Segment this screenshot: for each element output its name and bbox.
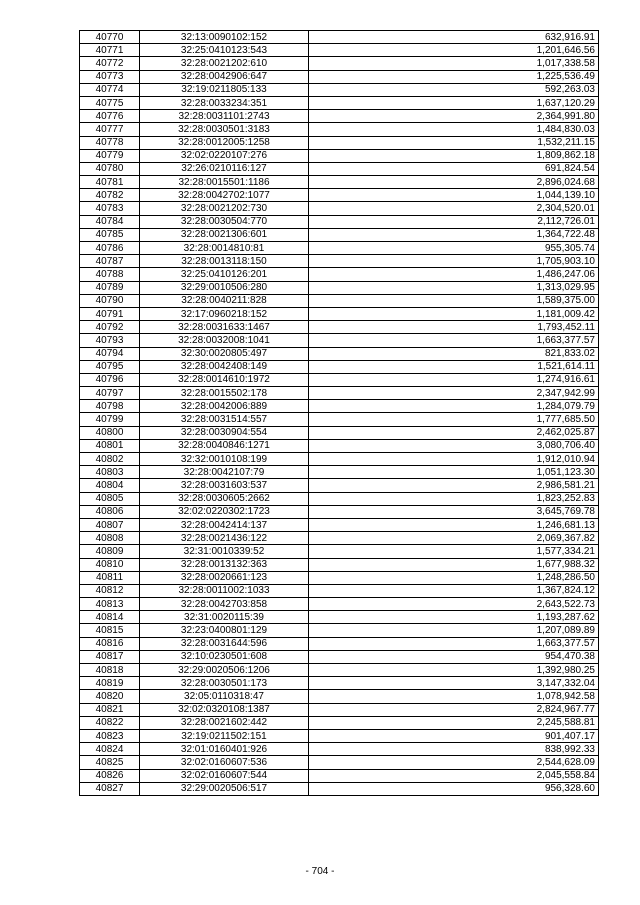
row-number-cell: 40797 <box>80 387 140 400</box>
row-number-cell: 40783 <box>80 202 140 215</box>
row-number-cell: 40818 <box>80 664 140 677</box>
value-cell: 1,705,903.10 <box>309 255 599 268</box>
row-number-cell: 40824 <box>80 743 140 756</box>
row-number-cell: 40791 <box>80 307 140 320</box>
cadastral-number-cell: 32:02:0160607:536 <box>140 756 309 769</box>
table-row <box>80 584 599 597</box>
table-row <box>80 690 599 703</box>
row-number-cell: 40819 <box>80 677 140 690</box>
table-row <box>80 558 599 571</box>
registry-table <box>79 30 599 796</box>
table-row <box>80 729 599 742</box>
value-cell: 1,663,377.57 <box>309 637 599 650</box>
table-row <box>80 149 599 162</box>
table-row <box>80 44 599 57</box>
row-number-cell: 40804 <box>80 479 140 492</box>
row-number-cell: 40786 <box>80 242 140 255</box>
cadastral-number-cell: 32:02:0220302:1723 <box>140 505 309 518</box>
cadastral-number-cell: 32:05:0110318:47 <box>140 690 309 703</box>
value-cell: 2,304,520.01 <box>309 202 599 215</box>
row-number-cell: 40787 <box>80 255 140 268</box>
table-row <box>80 756 599 769</box>
table-row <box>80 162 599 175</box>
cadastral-number-cell: 32:28:0031514:557 <box>140 413 309 426</box>
table-row <box>80 268 599 281</box>
row-number-cell: 40798 <box>80 400 140 413</box>
row-number-cell: 40809 <box>80 545 140 558</box>
cadastral-number-cell: 32:28:0042107:79 <box>140 466 309 479</box>
cadastral-number-cell: 32:28:0031101:2743 <box>140 110 309 123</box>
value-cell: 1,051,123.30 <box>309 466 599 479</box>
row-number-cell: 40803 <box>80 466 140 479</box>
cadastral-number-cell: 32:32:0010108:199 <box>140 453 309 466</box>
value-cell: 821,833.02 <box>309 347 599 360</box>
row-number-cell: 40770 <box>80 31 140 44</box>
row-number-cell: 40807 <box>80 518 140 531</box>
table-row <box>80 387 599 400</box>
row-number-cell: 40796 <box>80 373 140 386</box>
value-cell: 1,589,375.00 <box>309 294 599 307</box>
row-number-cell: 40780 <box>80 162 140 175</box>
table-row <box>80 677 599 690</box>
table-row <box>80 360 599 373</box>
table-row <box>80 96 599 109</box>
table-row <box>80 743 599 756</box>
table-row <box>80 782 599 795</box>
table-row <box>80 70 599 83</box>
cadastral-number-cell: 32:28:0020661:123 <box>140 571 309 584</box>
row-number-cell: 40793 <box>80 334 140 347</box>
cadastral-number-cell: 32:28:0015501:1186 <box>140 176 309 189</box>
table-row <box>80 373 599 386</box>
value-cell: 2,986,581.21 <box>309 479 599 492</box>
cadastral-number-cell: 32:28:0042414:137 <box>140 518 309 531</box>
table-row <box>80 307 599 320</box>
table-row <box>80 57 599 70</box>
table-row <box>80 505 599 518</box>
cadastral-number-cell: 32:28:0040846:1271 <box>140 439 309 452</box>
table-row <box>80 413 599 426</box>
value-cell: 1,201,646.56 <box>309 44 599 57</box>
cadastral-number-cell: 32:01:0160401:926 <box>140 743 309 756</box>
row-number-cell: 40811 <box>80 571 140 584</box>
table-row <box>80 598 599 611</box>
row-number-cell: 40773 <box>80 70 140 83</box>
table-row <box>80 479 599 492</box>
value-cell: 2,245,588.81 <box>309 716 599 729</box>
row-number-cell: 40772 <box>80 57 140 70</box>
row-number-cell: 40789 <box>80 281 140 294</box>
cadastral-number-cell: 32:30:0020805:497 <box>140 347 309 360</box>
table-row <box>80 532 599 545</box>
value-cell: 691,824.54 <box>309 162 599 175</box>
row-number-cell: 40816 <box>80 637 140 650</box>
cadastral-number-cell: 32:31:0010339:52 <box>140 545 309 558</box>
value-cell: 954,470.38 <box>309 650 599 663</box>
row-number-cell: 40810 <box>80 558 140 571</box>
row-number-cell: 40813 <box>80 598 140 611</box>
value-cell: 592,263.03 <box>309 83 599 96</box>
value-cell: 956,328.60 <box>309 782 599 795</box>
table-row <box>80 255 599 268</box>
cadastral-number-cell: 32:17:0960218:152 <box>140 307 309 320</box>
table-row <box>80 571 599 584</box>
table-row <box>80 769 599 782</box>
value-cell: 1,225,536.49 <box>309 70 599 83</box>
table-row <box>80 611 599 624</box>
value-cell: 3,645,769.78 <box>309 505 599 518</box>
row-number-cell: 40774 <box>80 83 140 96</box>
cadastral-number-cell: 32:28:0013118:150 <box>140 255 309 268</box>
value-cell: 1,677,988.32 <box>309 558 599 571</box>
row-number-cell: 40777 <box>80 123 140 136</box>
cadastral-number-cell: 32:28:0030501:173 <box>140 677 309 690</box>
value-cell: 1,809,862.18 <box>309 149 599 162</box>
row-number-cell: 40801 <box>80 439 140 452</box>
table-row <box>80 202 599 215</box>
row-number-cell: 40814 <box>80 611 140 624</box>
page-number: - 704 - <box>305 866 335 877</box>
value-cell: 955,305.74 <box>309 242 599 255</box>
value-cell: 1,793,452.11 <box>309 321 599 334</box>
table-row <box>80 110 599 123</box>
table-row <box>80 242 599 255</box>
cadastral-number-cell: 32:28:0031633:1467 <box>140 321 309 334</box>
value-cell: 901,407.17 <box>309 729 599 742</box>
cadastral-number-cell: 32:02:0320108:1387 <box>140 703 309 716</box>
table-row <box>80 334 599 347</box>
cadastral-number-cell: 32:28:0011002:1033 <box>140 584 309 597</box>
cadastral-number-cell: 32:29:0020506:517 <box>140 782 309 795</box>
cadastral-number-cell: 32:28:0030504:770 <box>140 215 309 228</box>
row-number-cell: 40784 <box>80 215 140 228</box>
row-number-cell: 40781 <box>80 176 140 189</box>
table-row <box>80 281 599 294</box>
cadastral-number-cell: 32:28:0042906:647 <box>140 70 309 83</box>
row-number-cell: 40790 <box>80 294 140 307</box>
value-cell: 1,193,287.62 <box>309 611 599 624</box>
value-cell: 2,824,967.77 <box>309 703 599 716</box>
row-number-cell: 40779 <box>80 149 140 162</box>
row-number-cell: 40817 <box>80 650 140 663</box>
value-cell: 1,181,009.42 <box>309 307 599 320</box>
row-number-cell: 40808 <box>80 532 140 545</box>
cadastral-number-cell: 32:28:0030501:3183 <box>140 123 309 136</box>
value-cell: 1,017,338.58 <box>309 57 599 70</box>
cadastral-number-cell: 32:02:0160607:544 <box>140 769 309 782</box>
row-number-cell: 40822 <box>80 716 140 729</box>
row-number-cell: 40806 <box>80 505 140 518</box>
cadastral-number-cell: 32:28:0014810:81 <box>140 242 309 255</box>
cadastral-number-cell: 32:28:0030605:2662 <box>140 492 309 505</box>
row-number-cell: 40805 <box>80 492 140 505</box>
value-cell: 1,777,685.50 <box>309 413 599 426</box>
value-cell: 1,248,286.50 <box>309 571 599 584</box>
row-number-cell: 40782 <box>80 189 140 202</box>
row-number-cell: 40826 <box>80 769 140 782</box>
cadastral-number-cell: 32:28:0013132:363 <box>140 558 309 571</box>
cadastral-number-cell: 32:19:0211805:133 <box>140 83 309 96</box>
cadastral-number-cell: 32:28:0033234:351 <box>140 96 309 109</box>
value-cell: 3,147,332.04 <box>309 677 599 690</box>
table-row <box>80 83 599 96</box>
value-cell: 1,274,916.61 <box>309 373 599 386</box>
value-cell: 632,916.91 <box>309 31 599 44</box>
cadastral-number-cell: 32:02:0220107:276 <box>140 149 309 162</box>
value-cell: 2,643,522.73 <box>309 598 599 611</box>
row-number-cell: 40825 <box>80 756 140 769</box>
table-row <box>80 215 599 228</box>
value-cell: 1,577,334.21 <box>309 545 599 558</box>
value-cell: 2,544,628.09 <box>309 756 599 769</box>
value-cell: 1,392,980.25 <box>309 664 599 677</box>
value-cell: 2,045,558.84 <box>309 769 599 782</box>
value-cell: 1,207,089.89 <box>309 624 599 637</box>
cadastral-number-cell: 32:29:0010506:280 <box>140 281 309 294</box>
table-row <box>80 650 599 663</box>
row-number-cell: 40775 <box>80 96 140 109</box>
value-cell: 1,367,824.12 <box>309 584 599 597</box>
cadastral-number-cell: 32:28:0032008:1041 <box>140 334 309 347</box>
value-cell: 838,992.33 <box>309 743 599 756</box>
value-cell: 2,364,991.80 <box>309 110 599 123</box>
table-row <box>80 426 599 439</box>
row-number-cell: 40820 <box>80 690 140 703</box>
value-cell: 1,078,942.58 <box>309 690 599 703</box>
table-row <box>80 716 599 729</box>
cadastral-number-cell: 32:29:0020506:1206 <box>140 664 309 677</box>
value-cell: 1,313,029.95 <box>309 281 599 294</box>
cadastral-number-cell: 32:28:0031644:596 <box>140 637 309 650</box>
cadastral-number-cell: 32:28:0021202:610 <box>140 57 309 70</box>
cadastral-number-cell: 32:23:0400801:129 <box>140 624 309 637</box>
value-cell: 1,521,614.11 <box>309 360 599 373</box>
value-cell: 1,663,377.57 <box>309 334 599 347</box>
table-row <box>80 321 599 334</box>
value-cell: 1,532,211.15 <box>309 136 599 149</box>
value-cell: 2,112,726.01 <box>309 215 599 228</box>
row-number-cell: 40823 <box>80 729 140 742</box>
value-cell: 1,044,139.10 <box>309 189 599 202</box>
table-row <box>80 31 599 44</box>
cadastral-number-cell: 32:13:0090102:152 <box>140 31 309 44</box>
row-number-cell: 40799 <box>80 413 140 426</box>
value-cell: 1,486,247.06 <box>309 268 599 281</box>
cadastral-number-cell: 32:31:0020115:39 <box>140 611 309 624</box>
row-number-cell: 40802 <box>80 453 140 466</box>
row-number-cell: 40785 <box>80 228 140 241</box>
table-row <box>80 453 599 466</box>
cadastral-number-cell: 32:28:0015502:178 <box>140 387 309 400</box>
cadastral-number-cell: 32:10:0230501:608 <box>140 650 309 663</box>
row-number-cell: 40821 <box>80 703 140 716</box>
table-row <box>80 439 599 452</box>
value-cell: 1,484,830.03 <box>309 123 599 136</box>
cadastral-number-cell: 32:19:0211502:151 <box>140 729 309 742</box>
row-number-cell: 40827 <box>80 782 140 795</box>
cadastral-number-cell: 32:28:0040211:828 <box>140 294 309 307</box>
cadastral-number-cell: 32:28:0012005:1258 <box>140 136 309 149</box>
table-row <box>80 664 599 677</box>
value-cell: 1,364,722.48 <box>309 228 599 241</box>
table-row <box>80 189 599 202</box>
row-number-cell: 40776 <box>80 110 140 123</box>
row-number-cell: 40800 <box>80 426 140 439</box>
table-row <box>80 545 599 558</box>
table-row <box>80 518 599 531</box>
table-row <box>80 136 599 149</box>
table-row <box>80 492 599 505</box>
cadastral-number-cell: 32:28:0031603:537 <box>140 479 309 492</box>
registry-table-body <box>80 31 599 796</box>
cadastral-number-cell: 32:28:0021436:122 <box>140 532 309 545</box>
table-row <box>80 347 599 360</box>
cadastral-number-cell: 32:28:0021202:730 <box>140 202 309 215</box>
row-number-cell: 40778 <box>80 136 140 149</box>
row-number-cell: 40815 <box>80 624 140 637</box>
cadastral-number-cell: 32:28:0021306:601 <box>140 228 309 241</box>
row-number-cell: 40792 <box>80 321 140 334</box>
table-row <box>80 466 599 479</box>
row-number-cell: 40794 <box>80 347 140 360</box>
row-number-cell: 40788 <box>80 268 140 281</box>
cadastral-number-cell: 32:28:0042702:1077 <box>140 189 309 202</box>
value-cell: 2,462,025.87 <box>309 426 599 439</box>
cadastral-number-cell: 32:28:0042006:889 <box>140 400 309 413</box>
table-row <box>80 624 599 637</box>
cadastral-number-cell: 32:25:0410123:543 <box>140 44 309 57</box>
cadastral-number-cell: 32:28:0021602:442 <box>140 716 309 729</box>
cadastral-number-cell: 32:28:0030904:554 <box>140 426 309 439</box>
cadastral-number-cell: 32:28:0042703:858 <box>140 598 309 611</box>
table-row <box>80 703 599 716</box>
table-row <box>80 228 599 241</box>
table-row <box>80 637 599 650</box>
table-row <box>80 294 599 307</box>
table-row <box>80 400 599 413</box>
table-row <box>80 123 599 136</box>
cadastral-number-cell: 32:26:0210116:127 <box>140 162 309 175</box>
value-cell: 1,637,120.29 <box>309 96 599 109</box>
value-cell: 3,080,706.40 <box>309 439 599 452</box>
row-number-cell: 40795 <box>80 360 140 373</box>
value-cell: 1,912,010.94 <box>309 453 599 466</box>
cadastral-number-cell: 32:25:0410126:201 <box>140 268 309 281</box>
value-cell: 1,823,252.83 <box>309 492 599 505</box>
value-cell: 2,069,367.82 <box>309 532 599 545</box>
cadastral-number-cell: 32:28:0042408:149 <box>140 360 309 373</box>
cadastral-number-cell: 32:28:0014610:1972 <box>140 373 309 386</box>
value-cell: 2,347,942.99 <box>309 387 599 400</box>
table-row <box>80 176 599 189</box>
row-number-cell: 40771 <box>80 44 140 57</box>
value-cell: 2,896,024.68 <box>309 176 599 189</box>
value-cell: 1,246,681.13 <box>309 518 599 531</box>
value-cell: 1,284,079.79 <box>309 400 599 413</box>
row-number-cell: 40812 <box>80 584 140 597</box>
